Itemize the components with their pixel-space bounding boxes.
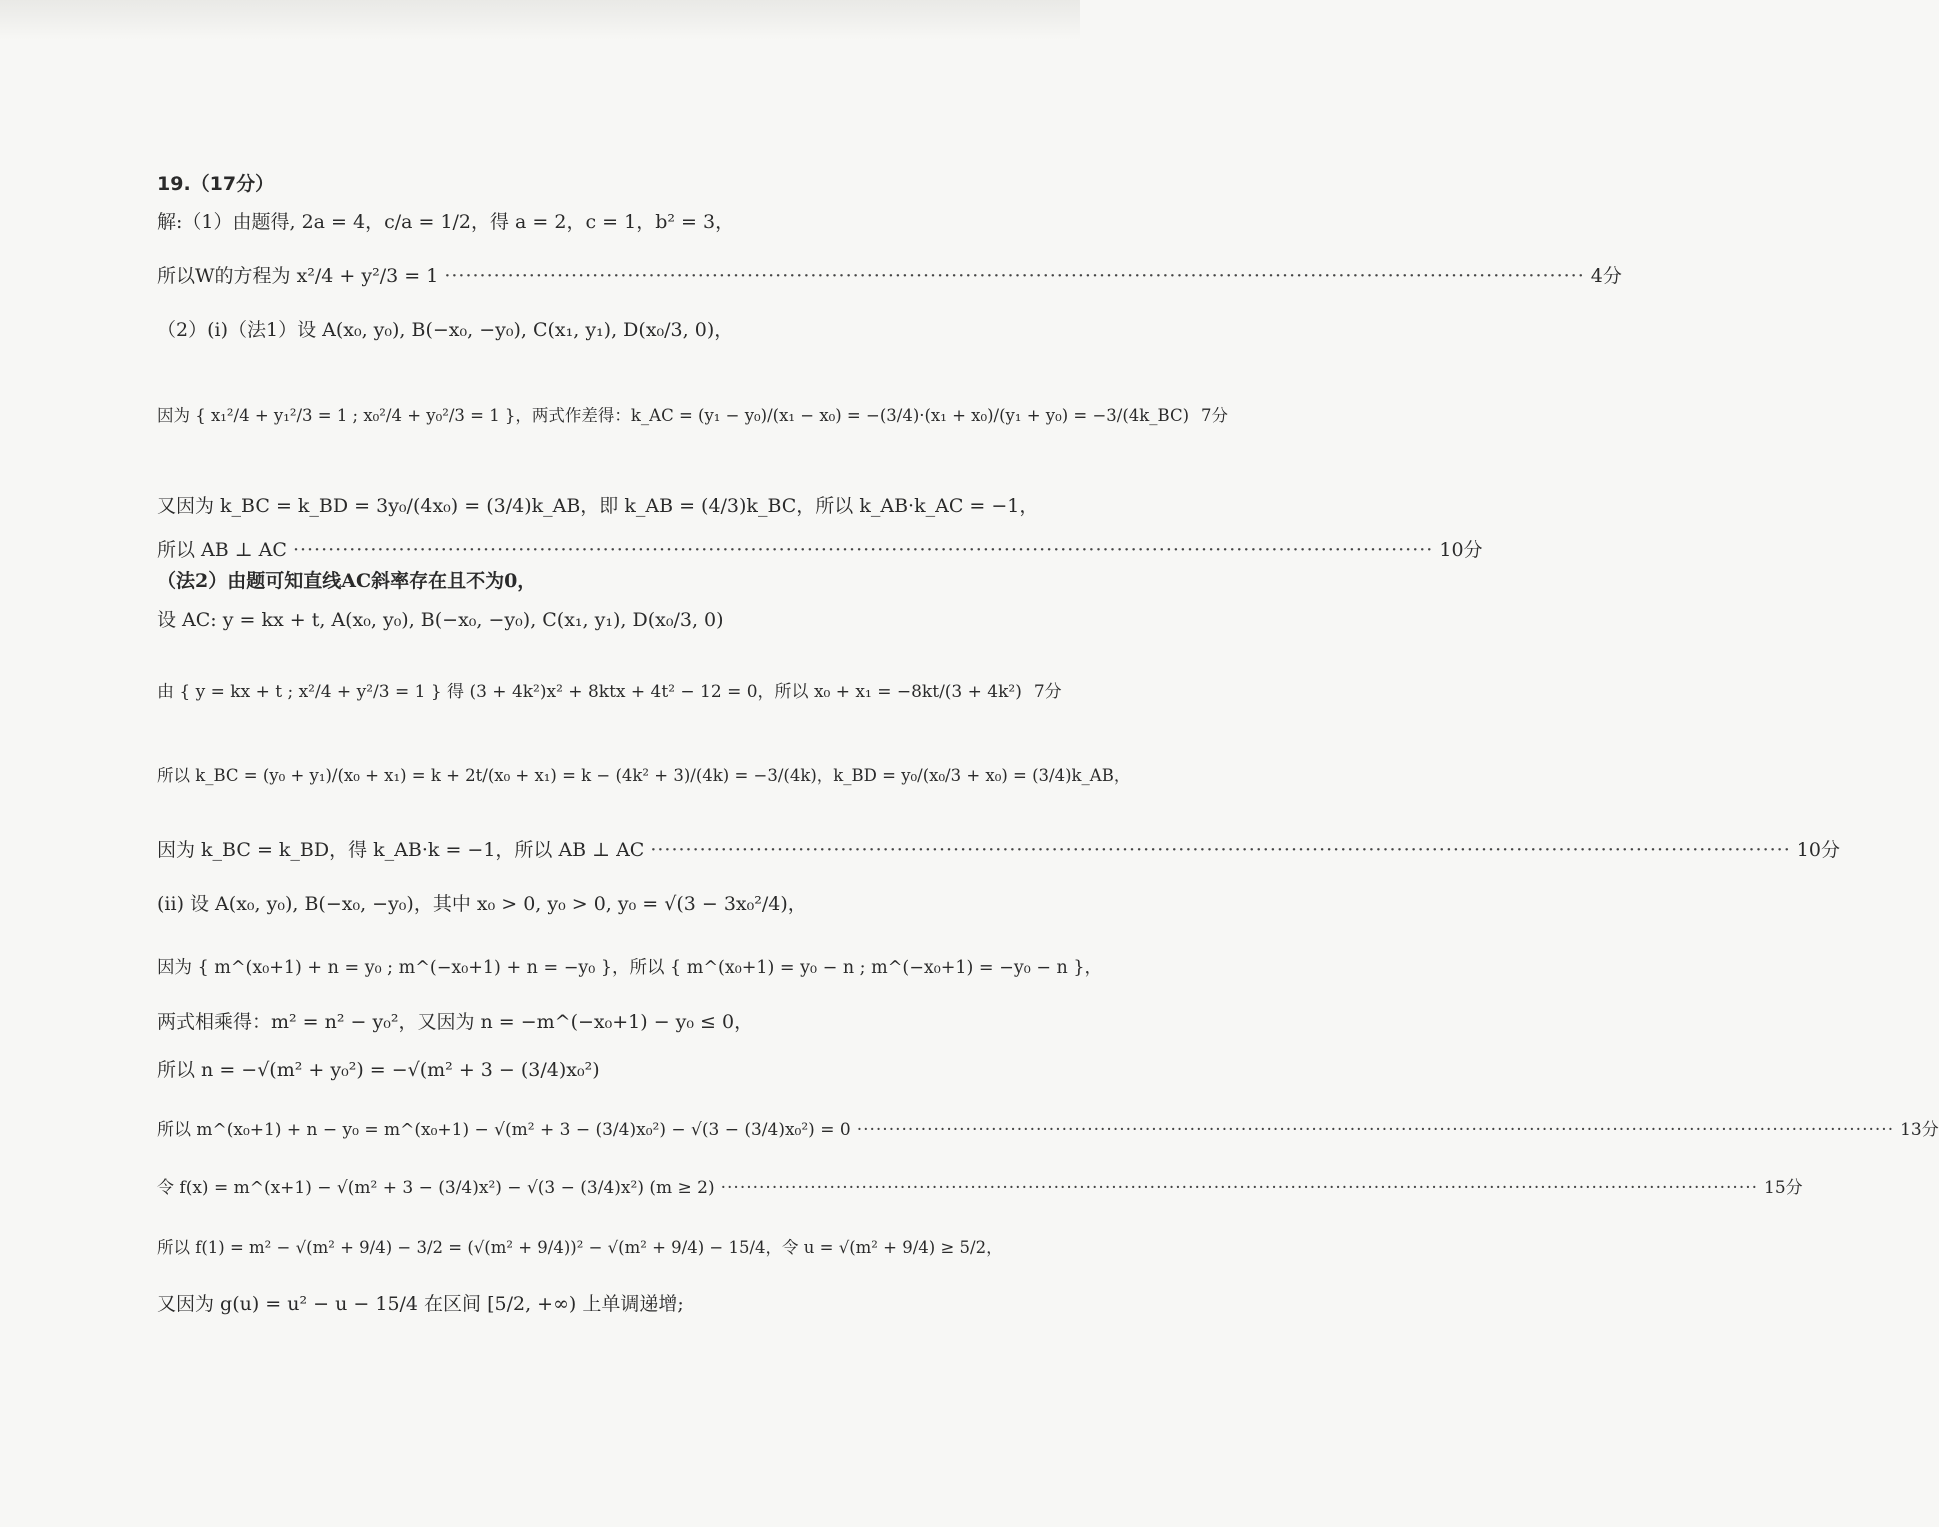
solution-line-10	[157, 762, 1131, 790]
leader-dots	[857, 1116, 1894, 1144]
solution-line-15	[157, 1056, 915, 1084]
solution-line-16	[157, 1116, 1939, 1144]
leader-dots	[721, 1174, 1758, 1202]
solution-line-9	[157, 678, 1062, 706]
line-text: 所以 m^(x₀+1) + n − y₀ = m^(x₀+1) − √(m² + 3 − (3/4)x₀²) − √(3 − (3/4)x₀²) = 0	[157, 1120, 851, 1140]
score-label: 7分	[1033, 682, 1062, 702]
line-text: 所以 k_BC = (y₀ + y₁)/(x₀ + x₁) = k + 2t/(x₀ + x₁) = k − (4k² + 3)/(4k) = −3/(4k)，k_BD = y₀/(x₀/3 + x₀) = (3/4)k_AB，	[157, 766, 1131, 785]
score-label: 15分	[1764, 1178, 1803, 1198]
solution-line-11	[157, 836, 1840, 864]
solution-line-6	[157, 536, 1483, 564]
solution-line-19	[157, 1290, 915, 1318]
solution-line-7	[157, 567, 915, 595]
line-text: 解:（1）由题得, 2a = 4，c/a = 1/2，得 a = 2，c = 1，b² = 3，	[157, 211, 735, 233]
top-shadow	[0, 0, 1080, 40]
line-text: 因为 k_BC = k_BD，得 k_AB·k = −1，所以 AB ⊥ AC	[157, 839, 645, 861]
line-text: 又因为 k_BC = k_BD = 3y₀/(4x₀) = (3/4)k_AB，即 k_AB = (4/3)k_BC，所以 k_AB·k_AC = −1，	[157, 495, 1039, 517]
solution-line-5	[157, 492, 1039, 520]
solution-line-18	[157, 1234, 1003, 1262]
score-label: 10分	[1439, 539, 1483, 561]
line-text: 由 { y = kx + t ; x²/4 + y²/3 = 1 } 得 (3 + 4k²)x² + 8ktx + 4t² − 12 = 0，所以 x₀ + x₁ = −8kt/(3 + 4k²)	[157, 682, 1022, 702]
solution-line-13	[157, 954, 1102, 982]
solution-line-3	[157, 316, 915, 344]
score-label: 7分	[1201, 406, 1229, 425]
line-text: （2）(i)（法1）设 A(x₀, y₀), B(−x₀, −y₀), C(x₁, y₁), D(x₀/3, 0)，	[157, 319, 734, 341]
line-text: 因为 { x₁²/4 + y₁²/3 = 1 ; x₀²/4 + y₀²/3 = 1 }，两式作差得：k_AC = (y₁ − y₀)/(x₁ − x₀) = −(3/4)·(x₁ + x₀)/(y₁ + y₀) = −3/(4k_BC)	[157, 406, 1190, 425]
line-text: 设 AC: y = kx + t, A(x₀, y₀), B(−x₀, −y₀), C(x₁, y₁), D(x₀/3, 0)	[157, 609, 724, 631]
line-text: 所以 n = −√(m² + y₀²) = −√(m² + 3 − (3/4)x₀²)	[157, 1059, 600, 1081]
solution-line-14	[157, 1008, 915, 1036]
line-text: 所以 AB ⊥ AC	[157, 539, 287, 561]
leader-dots	[444, 262, 1584, 290]
leader-dots	[293, 536, 1433, 564]
line-text: 两式相乘得：m² = n² − y₀²，又因为 n = −m^(−x₀+1) − y₀ ≤ 0，	[157, 1011, 754, 1033]
solution-line-8	[157, 606, 915, 634]
line-text: 因为 { m^(x₀+1) + n = y₀ ; m^(−x₀+1) + n = −y₀ }，所以 { m^(x₀+1) = y₀ − n ; m^(−x₀+1) = −y₀ − n }，	[157, 958, 1102, 978]
score-label: 10分	[1796, 839, 1840, 861]
solution-line-1	[157, 208, 915, 236]
solution-line-12	[157, 890, 915, 918]
solution-line-2	[157, 262, 1622, 290]
solution-line-4	[157, 402, 1229, 430]
solution-line-17	[157, 1174, 1803, 1202]
line-text: 又因为 g(u) = u² − u − 15/4 在区间 [5/2, +∞) 上单调递增;	[157, 1293, 684, 1315]
line-text: 所以 f(1) = m² − √(m² + 9/4) − 3/2 = (√(m² + 9/4))² − √(m² + 9/4) − 15/4，令 u = √(m² + 9/4) ≥ 5/2，	[157, 1238, 1003, 1257]
score-label: 13分	[1900, 1120, 1939, 1140]
line-text: 令 f(x) = m^(x+1) − √(m² + 3 − (3/4)x²) − √(3 − (3/4)x²) (m ≥ 2)	[157, 1178, 715, 1198]
problem-heading: 19.（17分）	[157, 173, 275, 195]
score-label: 4分	[1590, 265, 1622, 287]
line-text: （法2）由题可知直线AC斜率存在且不为0，	[157, 570, 537, 592]
leader-dots	[650, 836, 1790, 864]
line-text: 所以W的方程为 x²/4 + y²/3 = 1	[157, 265, 439, 287]
line-text: (ii) 设 A(x₀, y₀), B(−x₀, −y₀)，其中 x₀ > 0, y₀ > 0, y₀ = √(3 − 3x₀²/4)，	[157, 893, 807, 915]
